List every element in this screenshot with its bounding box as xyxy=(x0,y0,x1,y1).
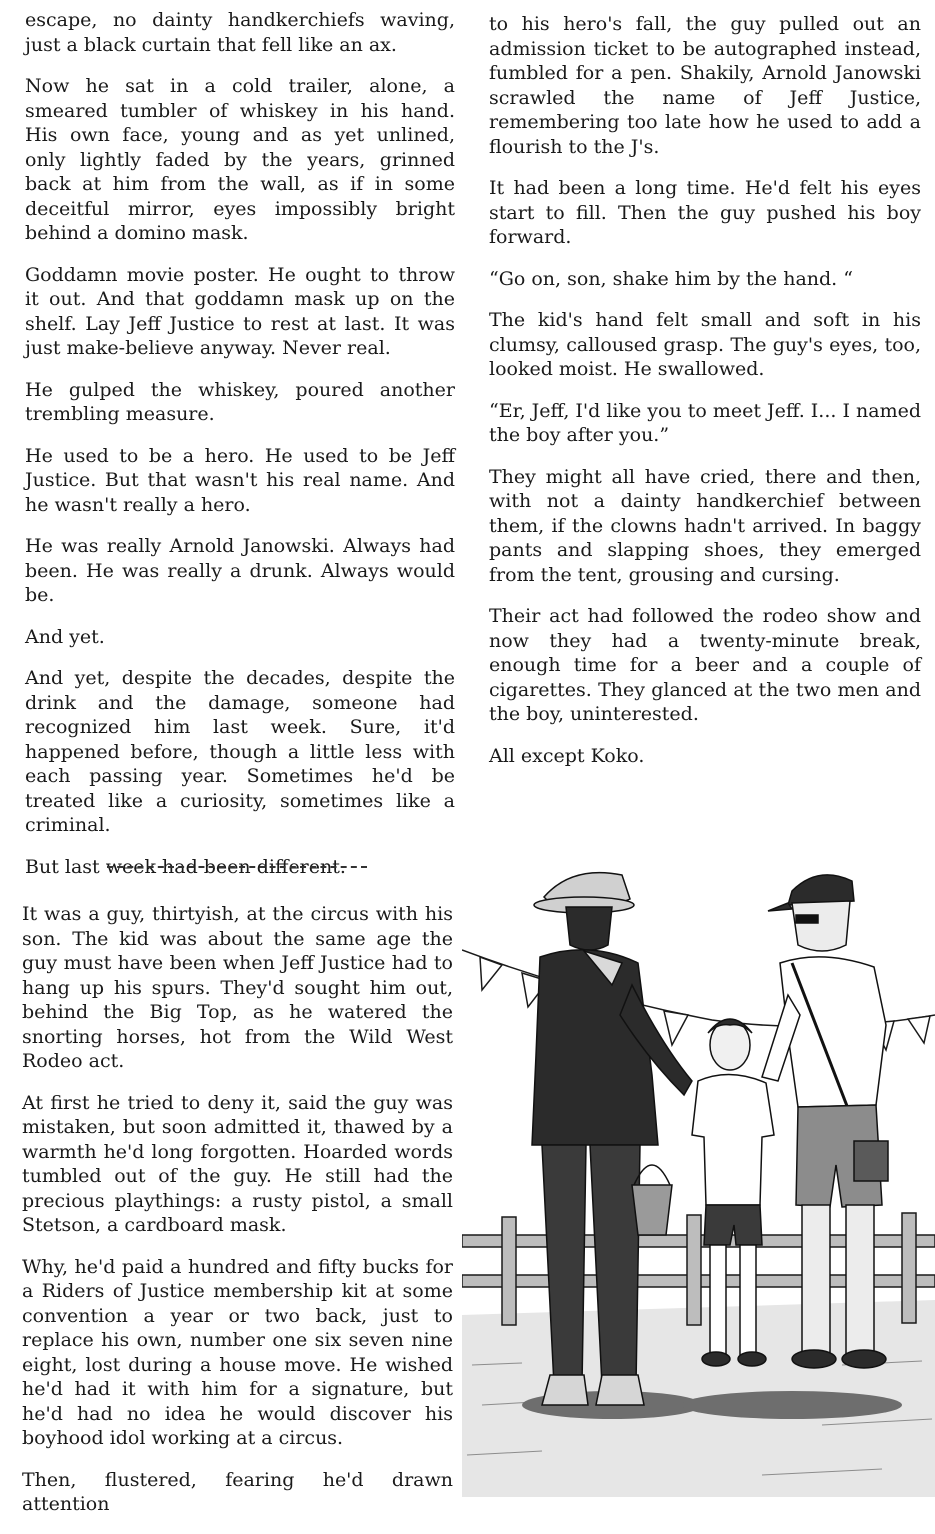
father-shadow xyxy=(682,1391,902,1419)
paragraph: The kid's hand felt small and soft in his clumsy, calloused grasp. The guy's eyes, too, looked moist. He swallowed. xyxy=(489,309,921,380)
paragraph: All except Koko. xyxy=(489,744,645,767)
paragraph: Then, flustered, fearing he'd drawn attention xyxy=(22,1468,453,1515)
paragraph: escape, no dainty handkerchiefs waving, just a black curtain that fell like an ax. xyxy=(25,9,455,56)
illustration-cowboy-meets-father-and-son xyxy=(462,845,935,1497)
column-right xyxy=(489,12,921,785)
paragraph: He used to be a hero. He used to be Jeff Justice. But that wasn't his real name. And he wasn't really a hero. xyxy=(25,444,455,516)
paragraph: And yet. xyxy=(25,625,105,648)
paragraph: Now he sat in a cold trailer, alone, a smeared tumbler of whiskey in his hand. His own face, young and as yet unlined, only lightly faded by the years, grinned back at him from the wall, as if in some deceitful mirror, eyes impossibly bright behind a domino mask. xyxy=(25,75,455,244)
paragraph: He was really Arnold Janowski. Always had been. He was really a drunk. Always would be. xyxy=(25,535,455,606)
paragraph: It had been a long time. He'd felt his eyes start to fill. Then the guy pushed his boy forward. xyxy=(489,177,921,248)
paragraph: Why, he'd paid a hundred and fifty bucks for a Riders of Justice membership kit at some convention a year or two back, just to replace his own, number one six seven nine eight, lost during a house move. He wished he'd had it with him for a signature, but he'd had no idea he would discover his boyhood idol working at a circus. xyxy=(22,1255,453,1449)
paragraph: And yet, despite the decades, despite the drink and the damage, someone had recognized him last week. Sure, it'd happened before, though a little less with each passing year. Sometimes he'd be treated like a curiosity, sometimes like a criminal. xyxy=(25,667,455,836)
scene-break-divider xyxy=(107,866,367,868)
paragraph: “Er, Jeff, I'd like you to meet Jeff. I... I named the boy after you.” xyxy=(489,399,921,446)
paragraph: At first he tried to deny it, said the guy was mistaken, but soon admitted it, thawed by a warmth he'd long forgotten. Hoarded words tumbled out of the guy. He still had the precious playthings: a rusty pistol, a small Stetson, a cardboard mask. xyxy=(22,1091,453,1236)
column-left-top xyxy=(25,8,455,896)
paragraph: He gulped the whiskey, poured another trembling measure. xyxy=(25,378,455,425)
paragraph: It was a guy, thirtyish, at the circus with his son. The kid was about the same age the guy must have been when Jeff Justice had to hang up his spurs. They'd sought him out, behind the Big Top, as he watered the snorting horses, hot from the Wild West Rodeo act. xyxy=(22,903,453,1072)
paragraph: Goddamn movie poster. He ought to throw it out. And that goddamn mask up on the shelf. Lay Jeff Justice to rest at last. It was just make-believe anyway. Never real. xyxy=(25,263,455,359)
paragraph: They might all have cried, there and then, with not a dainty handkerchief between them, if the clowns hadn't arrived. In baggy pants and slapping shoes, they emerged from the tent, grousing and cursing. xyxy=(489,465,921,586)
paragraph: to his hero's fall, the guy pulled out an admission ticket to be autographed instead, fumbled for a pen. Shakily, Arnold Janowski scrawled the name of Jeff Justice, remembering too late how he used to add a flourish to the J's. xyxy=(489,13,921,158)
paragraph: Their act had followed the rodeo show and now they had a twenty-minute break, enough time for a beer and a couple of cigarettes. They glanced at the two men and the boy, uninterested. xyxy=(489,605,921,725)
paragraph: But last week had been different. xyxy=(25,855,346,878)
column-left-bottom xyxy=(22,902,453,1534)
paragraph: “Go on, son, shake him by the hand. “ xyxy=(489,267,853,290)
